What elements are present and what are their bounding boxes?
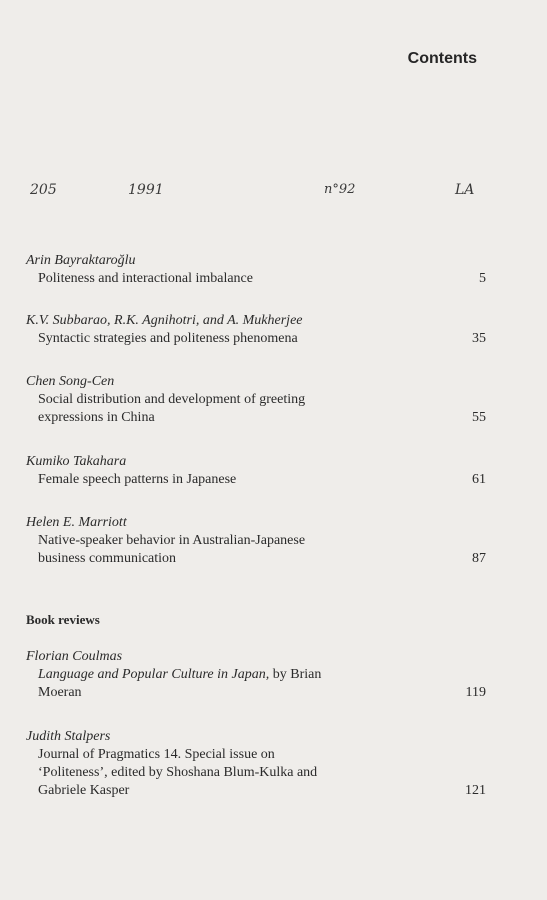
section-heading: Book reviews [26, 612, 100, 627]
entry-title [26, 330, 486, 348]
entry-page-number: 61 [472, 472, 486, 487]
entry-title-line: Journal of Pragmatics 14. Special issue on [38, 747, 275, 762]
entry-author: Judith Stalpers [26, 729, 111, 744]
entry-page-number: 121 [465, 783, 486, 798]
handwritten-note: 205 [30, 182, 57, 198]
entry-page-number: 119 [465, 685, 486, 700]
handwritten-note: LA [455, 182, 475, 198]
entry-title [26, 666, 486, 702]
entry-title [26, 746, 486, 800]
toc-entry [26, 514, 486, 568]
entry-title [26, 391, 486, 427]
entry-page-number: 55 [472, 410, 486, 425]
entry-page-number: 5 [479, 271, 486, 286]
entry-title-line: Politeness and interactional imbalance [38, 271, 253, 286]
toc-entry [26, 453, 486, 489]
entry-title-line: expressions in China [38, 410, 155, 425]
handwritten-note: 1991 [128, 182, 164, 198]
entry-title [26, 532, 486, 568]
entry-author: Kumiko Takahara [26, 454, 127, 469]
entry-title-line: Female speech patterns in Japanese [38, 472, 237, 487]
toc-entry [26, 252, 486, 288]
book-title: Language and Popular Culture in Japan, [38, 667, 270, 682]
review-entry [26, 728, 486, 800]
entry-page-number: 35 [472, 331, 486, 346]
toc-entry [26, 373, 486, 427]
entry-title-line: Moeran [38, 685, 82, 700]
entry-title-line [38, 666, 426, 684]
entry-title-line: business communication [38, 551, 177, 566]
review-entry [26, 648, 486, 702]
page-title: Contents [407, 50, 477, 67]
entry-author: Florian Coulmas [26, 649, 123, 664]
entry-title-line: Gabriele Kasper [38, 783, 130, 798]
entry-author: Helen E. Marriott [26, 515, 127, 530]
entry-page-number: 87 [472, 551, 486, 566]
entry-title-line: Syntactic strategies and politeness phenomena [38, 331, 298, 346]
entry-author: Arin Bayraktaroğlu [26, 253, 136, 268]
toc-entry [26, 312, 486, 348]
entry-title-line: ‘Politeness’, edited by Shoshana Blum-Kulka and [38, 765, 318, 780]
entry-title-line: Social distribution and development of greeting [38, 392, 306, 407]
entry-title-line: Native-speaker behavior in Australian-Japanese [38, 533, 306, 548]
entry-title [26, 471, 486, 489]
review-byline: by Brian [269, 667, 322, 682]
handwritten-note: n°92 [324, 182, 356, 197]
entry-author: K.V. Subbarao, R.K. Agnihotri, and A. Mukherjee [26, 313, 303, 328]
entry-title [26, 270, 486, 288]
entry-author: Chen Song-Cen [26, 374, 115, 389]
